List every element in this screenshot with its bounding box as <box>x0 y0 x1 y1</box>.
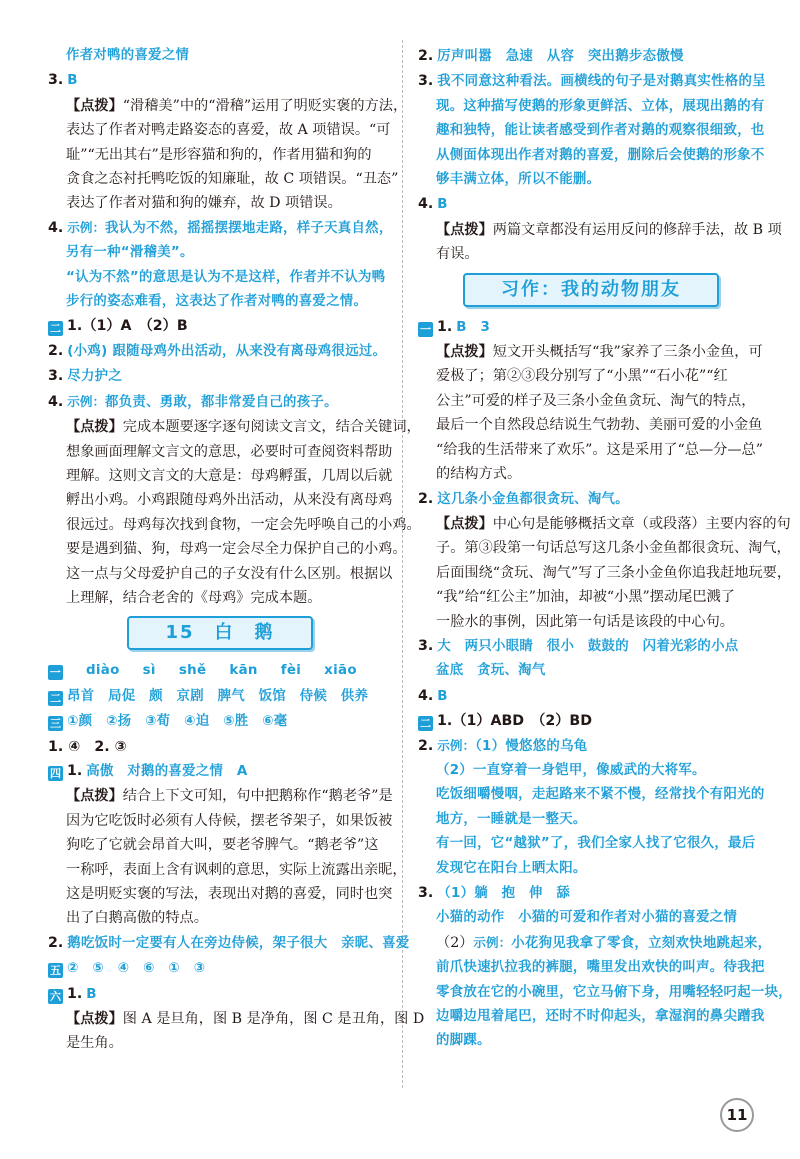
hint-line: 【点拨】完成本题要逐字逐句阅读文言文，结合关键词， <box>66 419 421 436</box>
answer-line: 发现它在阳台上晒太阳。 <box>436 860 587 876</box>
answer-line: 另有一种“滑稽美”。 <box>66 245 194 261</box>
answer-line: 有一回，它“越狱”了，我们全家人找了它很久，最后 <box>436 836 756 852</box>
writing-title-banner: 习作：我的动物朋友 <box>463 273 719 307</box>
hint-line: “我”给“红公主”加油，却被“小黑”摆动尾巴溅了 <box>436 589 735 606</box>
hint-line: 【点拨】结合上下文可知，句中把鹅称作“鹅老爷”是 <box>66 788 393 805</box>
section-2-q2: 2. (小鸡) 跟随母鸡外出活动，从来没有离母鸡很远过。 <box>48 342 387 359</box>
answer-line: 作者对鸭的喜爱之情 <box>66 48 190 63</box>
section-box: 五 <box>50 964 61 978</box>
section-4-q2: 2. 鹅吃饭时一定要有人在旁边侍候，架子很大 亲昵、喜爱 <box>48 934 410 951</box>
answer-line: 小猫的动作 小猫的可爱和作者对小猫的喜爱之情 <box>436 910 738 926</box>
hint-line: 因为它吃饭时必须有人侍候，摆老爷架子，如果饭被 <box>66 812 393 829</box>
answer-line: （2）一直穿着一身铠甲，像威武的大将军。 <box>436 762 706 778</box>
section-box: 二 <box>50 691 61 705</box>
section-6-q1: 六 1. B <box>50 985 97 1003</box>
right-column <box>418 44 792 1054</box>
hint-line: 想象画面理解文言文的意思，必要时可查阅资料帮助 <box>66 443 393 460</box>
section-box: 六 <box>50 989 61 1003</box>
hint-line: 上理解，结合老舍的《母鸡》完成本题。 <box>66 589 322 606</box>
answer-line: 零食放在它的小碗里，它立马俯下身，用嘴轻轻叼起一块， <box>436 984 792 1000</box>
hint-line: 一脸水的事例，因此第一句话是该段的中心句。 <box>436 613 734 630</box>
hint-line: 孵出小鸡。小鸡跟随母鸡外出活动，从来没有离母鸡 <box>66 492 393 509</box>
section-2-q4: 4. 示例：都负责、勇敢，都非常爱自己的孩子。 <box>48 393 338 410</box>
answer-line: “认为不然”的意思是认为不是这样，作者并不认为鸭 <box>66 269 386 285</box>
answer-line: 前爪快速扒拉我的裤腿，嘴里发出欢快的叫声。待我把 <box>436 960 765 976</box>
hint-line: 爱极了；第②③段分别写了“小黑”“石小花”“红 <box>436 368 728 385</box>
hint-line: 要是遇到猫、狗，母鸡一定会尽全力保护自己的小鸡。 <box>66 541 407 558</box>
answer-line: 吃饭细嚼慢咽，走起路来不紧不慢，经常找个有阳光的 <box>436 787 765 803</box>
hint-line: 这是明贬实褒的写法，表现出对鹅的喜爱，同时也突 <box>66 886 393 902</box>
pinyin-row: 一 diào sì shě kān fèi xiāo <box>49 663 357 680</box>
answer-line: 够丰满立体，所以不能删。 <box>436 172 601 188</box>
section-2-q2: 2. 示例：（1）慢悠悠的乌龟 <box>418 737 588 754</box>
page-number: 11 <box>720 1098 754 1132</box>
section-1-q1: 一 1. B 3 <box>420 318 491 336</box>
hint-line: 【点拨】“滑稽美”中的“滑稽”运用了明贬实褒的方法， <box>66 97 408 114</box>
choice-row: 1. ④ 2. ③ <box>48 738 127 755</box>
question-2: 2. 厉声叫嚣 急速 从容 突出鹅步态傲慢 <box>418 48 684 64</box>
section-2-q3: 3. 尽力护之 <box>48 368 123 385</box>
hint-line: 公主”可爱的样子及三条小金鱼贪玩、淘气的特点， <box>436 392 756 409</box>
section-box: 二 <box>420 717 431 731</box>
hint-line: 有误。 <box>436 246 479 263</box>
lesson-title <box>48 616 392 650</box>
question-2: 2. 这几条小金鱼都很贪玩、淘气。 <box>418 490 629 507</box>
question-4: 4. 示例：我认为不然，摇摇摆摆地走路，样子天真自然， <box>48 219 393 236</box>
hint-line: 后面围绕“贪玩、淘气”写了三条小金鱼你追我赶地玩要， <box>436 564 792 581</box>
chars-row: 三 ①颜 ②扬 ③荀 ④迫 ⑤胜 ⑥毫 <box>50 714 288 731</box>
section-box: 一 <box>49 666 62 680</box>
answer-line: 现。这种描写使鹅的形象更鲜活、立体，展现出鹅的有 <box>436 98 765 114</box>
left-column <box>48 44 425 1056</box>
hint-line: 一称呼，表面上含有讽刺的意思，实际上流露出亲昵， <box>66 861 407 878</box>
answer-line: 边嚼边甩着尾巴，还时不时仰起头，拿湿润的鼻尖蹭我 <box>436 1009 765 1025</box>
section-2-q1: 二 1.（1）A （2）B <box>50 318 188 336</box>
hint-line: 【点拨】两篇文章都没有运用反问的修辞手法，故 B 项 <box>436 221 782 238</box>
section-2-q1: 二 1.（1）ABD （2）BD <box>420 713 593 731</box>
hint-line: 【点拨】图 A 是旦角，图 B 是净角，图 C 是丑角，图 D <box>66 1011 425 1028</box>
hint-line: 耻”“无出其右”是形容猫和狗的，作者用猫和狗的 <box>66 146 372 163</box>
hint-line: “给我的生活带来了欢乐”。这是采用了“总—分—总” <box>436 441 763 458</box>
answer-line: 盆底 贪玩、淘气 <box>436 663 546 679</box>
answer-line: 步行的姿态难看，这表达了作者对鸭的喜爱之情。 <box>66 294 368 310</box>
hint-line: 这一点与父母爱护自己的子女没有什么区别。根据以 <box>66 565 393 582</box>
hint-line: 【点拨】中心句是能够概括文章（或段落）主要内容的句 <box>436 515 791 532</box>
question-4: 4. B <box>418 687 448 704</box>
question-4: 4. B <box>418 196 448 213</box>
lesson-title-banner: 15 白 鹅 <box>127 616 312 650</box>
section-box: 四 <box>50 766 61 780</box>
section-2-q3: 3. （1）躺 抱 伸 舔 <box>418 885 571 901</box>
answer-line: 从侧面体现出作者对鹅的喜爱，删除后会使鹅的形象不 <box>436 147 765 163</box>
section-box: 三 <box>50 717 61 731</box>
hint-line: 最后一个自然段总结说生气勃勃、美丽可爱的小金鱼 <box>436 417 763 434</box>
words-row: 二 昂首 局促 颇 京剧 脾气 饭馆 侍候 供养 <box>50 688 369 705</box>
section-box: 一 <box>420 322 431 336</box>
order-row: 五 ② ⑤ ④ ⑥ ① ③ <box>50 961 206 978</box>
question-3: 3. 我不同意这种看法。画横线的句子是对鹅真实性格的呈 <box>418 73 766 90</box>
section-4-q1: 四 1. 高傲 对鹅的喜爱之情 A <box>50 762 248 780</box>
answer-line: 的脚踝。 <box>436 1033 491 1049</box>
hint-line: 出了白鹅高傲的特点。 <box>66 910 208 927</box>
hint-line: 贪食之态衬托鸭吃饭的知廉耻，故 C 项错误。“丑态” <box>66 171 399 188</box>
hint-line: 【点拨】短文开头概括写“我”家养了三条小金鱼，可 <box>436 344 763 361</box>
answer-line: （2）示例：小花狗见我拿了零食，立刻欢快地跳起来， <box>436 934 772 951</box>
writing-title <box>418 273 764 307</box>
section-box: 二 <box>50 322 61 336</box>
hint-line: 很远过。母鸡每次找到食物，一定会先呼唤自己的小鸡。 <box>66 516 421 533</box>
question-3: 3. B <box>48 72 78 89</box>
hint-line: 表达了作者对鸭走路姿态的喜爱，故 A 项错误。“可 <box>66 122 391 139</box>
hint-line: 的结构方式。 <box>436 466 522 483</box>
answer-line: 地方，一睡就是一整天。 <box>436 811 587 827</box>
hint-line: 子。第③段第一句话总写这几条小金鱼都很贪玩、淘气， <box>436 540 791 557</box>
column-divider <box>402 40 403 1088</box>
hint-line: 狗吃了它就会昂首大叫，要老爷脾气。“鹅老爷”这 <box>66 837 379 854</box>
answer-line: 趣和独特，能让读者感受到作者对鹅的观察很细致，也 <box>436 123 765 139</box>
question-3: 3. 大 两只小眼睛 很小 鼓鼓的 闪着光彩的小点 <box>418 637 739 654</box>
hint-line: 表达了作者对猫和狗的嫌弃，故 D 项错误。 <box>66 195 342 212</box>
hint-line: 理解。这则文言文的大意是：母鸡孵蛋，几周以后就 <box>66 467 393 484</box>
hint-line: 是生角。 <box>66 1035 123 1052</box>
